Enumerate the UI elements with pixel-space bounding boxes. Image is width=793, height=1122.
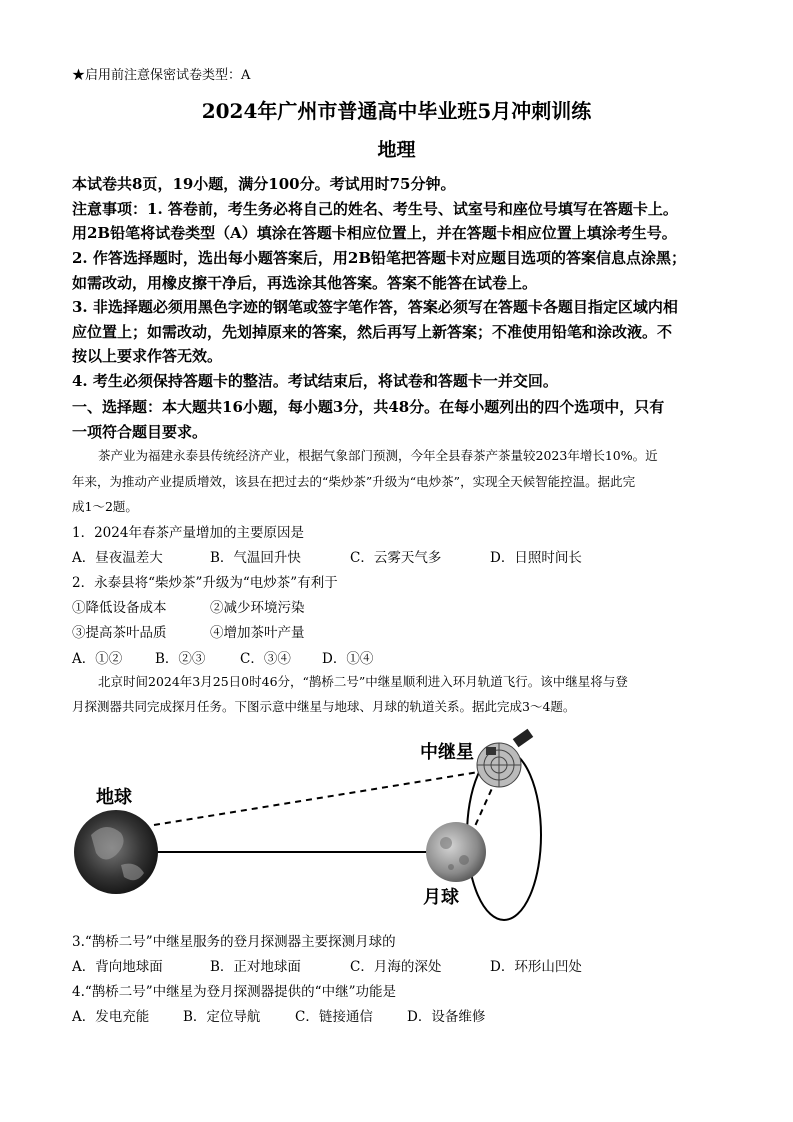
- moon-label: 月球: [423, 887, 459, 908]
- instruction-line: 用2B铅笔将试卷类型（A）填涂在答题卡相应位置上，并在答题卡相应位置上填涂考生号。: [72, 224, 677, 242]
- question-3-stem: 3.“鹊桥二号”中继星服务的登月探测器主要探测月球的: [72, 934, 396, 950]
- instruction-line: 按以上要求作答无效。: [72, 347, 223, 365]
- q3-option-a: A．背向地球面: [72, 959, 163, 975]
- question-4-stem: 4.“鹊桥二号”中继星为登月探测器提供的“中继”功能是: [72, 984, 396, 1000]
- q4-option-d: D．设备维修: [407, 1009, 486, 1025]
- q4-option-c: C．链接通信: [295, 1009, 373, 1025]
- instruction-line: 如需改动，用橡皮擦干净后，再选涂其他答案。答案不能答在试卷上。: [72, 274, 538, 292]
- passage-line: 年来，为推动产业提质增效，该县在把过去的“柴炒茶”升级为“电炒茶”，实现全天候智能控温。据此完: [72, 474, 636, 489]
- instruction-line: 2. 作答选择题时，选出每小题答案后，用2B铅笔把答题卡对应题目选项的答案信息点涂黑；: [72, 249, 687, 267]
- instruction-line: 4. 考生必须保持答题卡的整洁。考试结束后，将试卷和答题卡一并交回。: [72, 372, 558, 390]
- q2-option-d: D．①④: [322, 651, 374, 667]
- passage-line: 成1～2题。: [72, 499, 138, 514]
- moon-icon: [426, 822, 486, 882]
- exam-intro: 本试卷共8页，19小题，满分100分。考试用时75分钟。: [72, 175, 456, 193]
- confidential-notice: ★启用前注意保密试卷类型：A: [72, 68, 251, 83]
- orbit-diagram: [66, 725, 566, 925]
- section-heading-cont: 一项符合题目要求。: [72, 423, 208, 441]
- relay-label: 中继星: [420, 742, 474, 763]
- section-heading: 一、选择题：本大题共16小题，每小题3分，共48分。在每小题列出的四个选项中，只有: [72, 398, 665, 416]
- earth-label: 地球: [96, 787, 132, 808]
- q3-option-c: C．月海的深处: [350, 959, 442, 975]
- instruction-line: 注意事项：1. 答卷前，考生务必将自己的姓名、考生号、试室号和座位号填写在答题卡上。: [72, 200, 678, 218]
- q1-option-a: A．昼夜温差大: [72, 550, 163, 566]
- q3-option-b: B．正对地球面: [210, 959, 301, 975]
- exam-title: 2024年广州市普通高中毕业班5月冲刺训练: [201, 99, 592, 123]
- q2-option-a: A．①②: [72, 651, 123, 667]
- instruction-line: 3. 非选择题必须用黑色字迹的钢笔或签字笔作答，答案必须写在答题卡各题目指定区域内相: [72, 298, 678, 316]
- earth-relay-line: [154, 770, 491, 825]
- q1-option-b: B．气温回升快: [210, 550, 301, 566]
- q3-option-d: D．环形山凹处: [490, 959, 582, 975]
- earth-icon: [74, 810, 158, 894]
- q2-option-b: B．②③: [155, 651, 206, 667]
- passage-line: 茶产业为福建永泰县传统经济产业，根据气象部门预测，今年全县春茶产茶量较2023年增长10%。近: [98, 448, 658, 463]
- question-2-stem: 2．永泰县将“柴炒茶”升级为“电炒茶”有利于: [72, 575, 338, 591]
- q2-item-4: ④增加茶叶产量: [210, 625, 305, 641]
- q2-option-c: C．③④: [240, 651, 291, 667]
- subject-title: 地理: [377, 139, 416, 161]
- passage-line: 北京时间2024年3月25日0时46分，“鹊桥二号”中继星顺利进入环月轨道飞行。该中继星将与登: [98, 674, 628, 689]
- q1-option-c: C．云雾天气多: [350, 550, 442, 566]
- q4-option-b: B．定位导航: [183, 1009, 261, 1025]
- instruction-line: 应位置上；如需改动，先划掉原来的答案，然后再写上新答案；不准使用铅笔和涂改液。不: [72, 323, 673, 341]
- passage-line: 月探测器共同完成探月任务。下图示意中继星与地球、月球的轨道关系。据此完成3～4题。: [72, 699, 576, 714]
- relay-satellite-icon: [477, 729, 533, 787]
- q2-item-1: ①降低设备成本: [72, 600, 167, 616]
- q1-option-d: D．日照时间长: [490, 550, 582, 566]
- q2-item-3: ③提高茶叶品质: [72, 625, 167, 641]
- q4-option-a: A．发电充能: [72, 1009, 150, 1025]
- q2-item-2: ②减少环境污染: [210, 600, 305, 616]
- question-1-stem: 1．2024年春茶产量增加的主要原因是: [72, 525, 304, 541]
